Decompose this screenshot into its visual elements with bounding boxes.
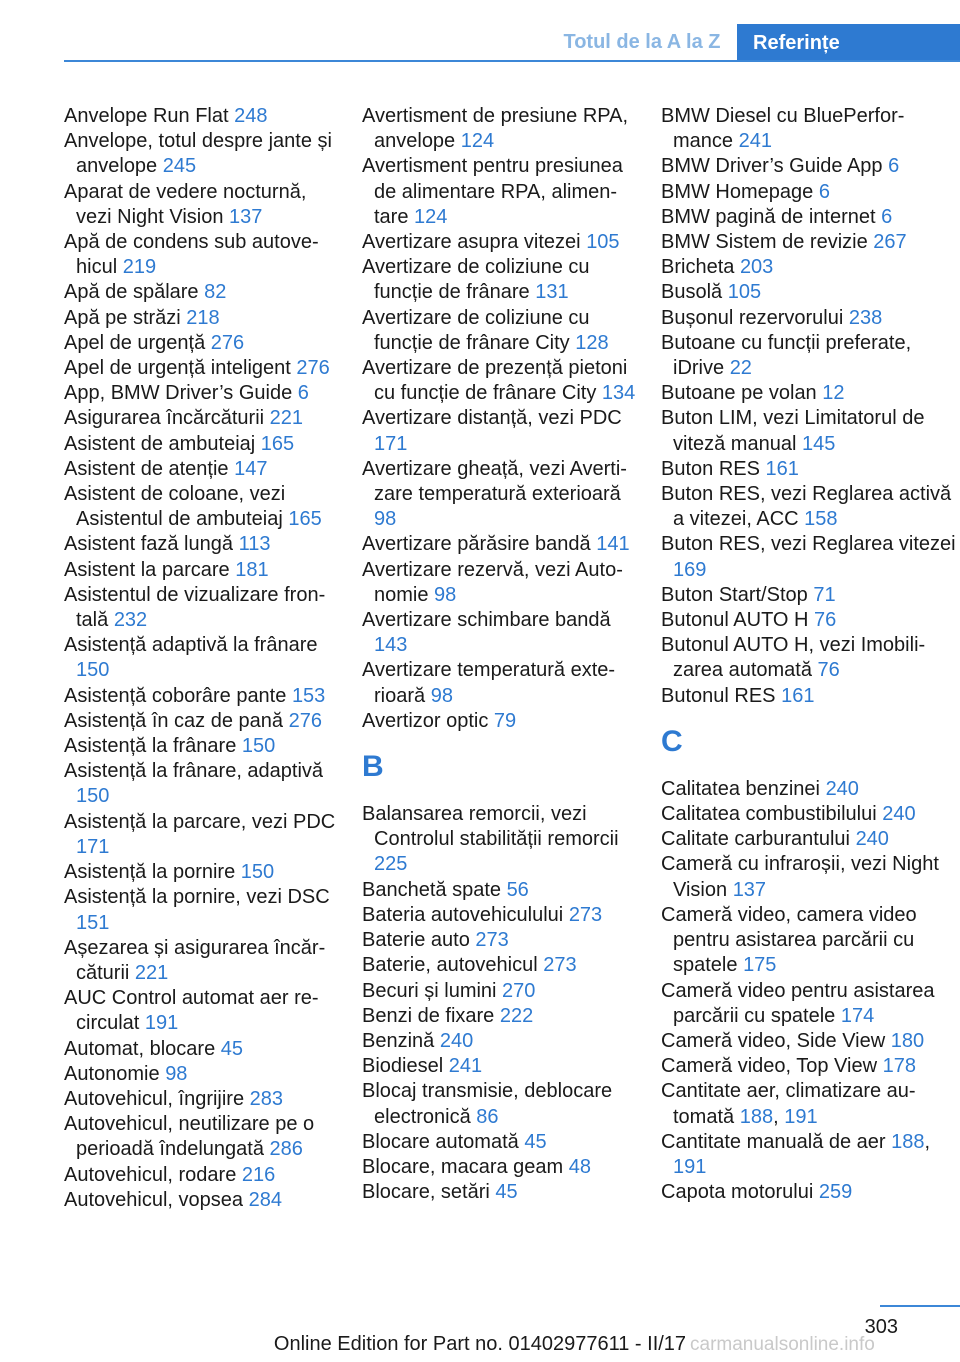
index-entry-term: Asistent de ambuteiaj <box>64 432 256 455</box>
page-reference-link[interactable]: 124 <box>414 205 448 228</box>
page-reference-link[interactable]: 151 <box>76 911 110 934</box>
edition-note: Online Edition for Part no. 01402977611 - II/17 <box>273 1333 687 1355</box>
index-entry <box>661 608 956 633</box>
index-entry-term: Asistență la frânare, adaptivă <box>64 760 324 783</box>
index-entry-term: Avertizare de prezență pietoni cu funcție de frânare City <box>362 357 628 405</box>
page-reference-link[interactable]: 165 <box>260 432 295 455</box>
index-entry <box>64 280 344 305</box>
index-entry <box>64 482 344 532</box>
page-reference-link[interactable]: 71 <box>813 583 836 606</box>
index-entry-term: Cameră video, Side View <box>661 1029 886 1052</box>
page-reference-link[interactable]: 171 <box>374 432 408 455</box>
index-entry <box>362 1130 637 1155</box>
index-entry <box>362 878 637 903</box>
index-entry-term: Buton LIM, vezi Limitatorul de viteză manual <box>661 407 925 455</box>
page-reference-link[interactable]: 45 <box>524 1130 547 1153</box>
index-entry-term: BMW pagină de internet <box>661 205 876 228</box>
index-entry <box>661 154 956 179</box>
index-entry-term: Asistent la parcare <box>64 558 230 581</box>
index-entry <box>362 953 637 978</box>
index-entry-term: Butoane cu funcții preferate, iDrive <box>661 331 912 380</box>
index-entry-term: Anvelope Run Flat <box>64 105 229 127</box>
page-reference-link[interactable]: 240 <box>882 803 916 826</box>
page-reference-link[interactable]: 188 <box>891 1130 925 1153</box>
page-reference-link[interactable]: 113 <box>238 533 271 556</box>
index-entry <box>362 255 637 305</box>
index-entry <box>362 306 637 356</box>
index-entry <box>661 306 956 331</box>
page-reference-link[interactable]: 150 <box>76 659 110 682</box>
index-entry: Cantitate aer, climatizare automată 188, 191 <box>661 1080 916 1128</box>
page-reference-link[interactable]: 143 <box>374 634 408 657</box>
index-entry <box>64 759 344 809</box>
page-reference-link[interactable]: 248 <box>234 105 268 127</box>
index-entry <box>64 432 344 457</box>
index-entry <box>661 777 956 802</box>
index-entry-term: Cameră video, camera video pentru asistarea parcării cu spatele <box>661 903 917 977</box>
index-entry-term: Avertizare temperatură exterioară <box>362 659 616 707</box>
index-entry-term: Cantitate aer, climatizare automată <box>661 1080 916 1128</box>
index-entry <box>64 734 344 759</box>
index-entry-term: Cameră video, Top View <box>661 1055 878 1078</box>
index-entry <box>64 1188 344 1213</box>
page-reference-link[interactable]: 240 <box>825 777 859 800</box>
page-reference-link[interactable]: 191 <box>673 1155 707 1178</box>
page-reference-link[interactable]: 221 <box>134 961 169 984</box>
index-entry <box>362 1004 637 1029</box>
page-reference-link[interactable]: 150 <box>240 861 275 884</box>
page-reference-link[interactable]: 12 <box>822 382 845 405</box>
page-reference-link[interactable]: 134 <box>601 382 636 405</box>
page-reference-link[interactable]: 169 <box>673 558 707 581</box>
page-reference-link[interactable]: 276 <box>210 331 245 354</box>
index-entry <box>362 406 637 456</box>
index-entry <box>64 532 344 557</box>
page-reference-link[interactable]: 86 <box>476 1105 499 1128</box>
page-reference-link[interactable]: 203 <box>739 256 774 279</box>
index-entry-term: BMW Sistem de revizie <box>661 231 868 254</box>
index-entry-term: Avertizare schimbare bandă <box>362 609 611 632</box>
page-reference-link[interactable]: 286 <box>269 1138 303 1161</box>
page-reference-link[interactable]: 6 <box>818 180 830 203</box>
index-entry <box>661 903 956 979</box>
index-entry <box>661 381 956 406</box>
index-entry <box>362 356 637 406</box>
index-entry <box>64 1112 344 1162</box>
page-reference-link[interactable]: 141 <box>596 533 630 556</box>
index-entry <box>362 558 637 608</box>
page-reference-link[interactable]: 22 <box>729 357 752 380</box>
index-entry <box>362 709 637 734</box>
index-entry-term: Asistent de atenție <box>64 457 229 480</box>
index-entry <box>362 457 637 533</box>
page-reference-link[interactable]: 219 <box>122 256 157 279</box>
page-number: 303 <box>864 1316 898 1338</box>
page-reference-link[interactable]: 76 <box>814 609 837 632</box>
index-entry <box>64 457 344 482</box>
index-entry <box>661 205 956 230</box>
index-entry-term: Balansarea remorcii, vezi Controlul stabilității remorcii <box>362 803 619 851</box>
page-reference-link[interactable]: 98 <box>374 508 397 531</box>
index-entry <box>661 104 956 154</box>
page-reference-link[interactable]: 45 <box>220 1037 244 1060</box>
index-entry-term: Cameră cu infraroșii, vezi Night Vision <box>661 853 939 901</box>
index-entry <box>64 885 344 935</box>
page-reference-link[interactable]: 181 <box>235 558 269 581</box>
index-entry: Cantitate manuală de aer 188, 191 <box>661 1130 931 1178</box>
page-reference-link[interactable]: 191 <box>144 1012 179 1035</box>
page-reference-link[interactable]: 276 <box>288 709 322 732</box>
index-entry <box>64 709 344 734</box>
page-reference-link[interactable]: 259 <box>818 1181 853 1204</box>
index-entry <box>64 1037 344 1062</box>
page-reference-link[interactable]: 161 <box>781 684 815 707</box>
index-entry <box>661 979 956 1029</box>
index-entry-term: Butonul AUTO H <box>661 609 809 632</box>
index-entry <box>661 1054 956 1079</box>
index-entry <box>661 802 956 827</box>
page-reference-link[interactable]: 178 <box>882 1055 916 1078</box>
page-reference-link[interactable]: 150 <box>76 785 110 808</box>
index-entry <box>661 457 956 482</box>
index-entry-term: Aparat de vedere nocturnă, vezi Night Vision <box>64 180 307 228</box>
index-entry <box>64 230 344 280</box>
index-entry-term: Calitatea combustibilului <box>661 803 877 826</box>
index-entry-term: Butonul RES <box>661 684 776 707</box>
page-reference-link[interactable]: 241 <box>448 1055 483 1078</box>
page-reference-link[interactable]: 216 <box>241 1163 276 1186</box>
page-reference-link[interactable]: 79 <box>493 709 517 732</box>
index-entry <box>362 928 637 953</box>
index-entry <box>64 936 344 986</box>
index-entry-term: BMW Diesel cu BluePerformance <box>661 105 905 153</box>
page-reference-link[interactable]: 232 <box>113 609 148 632</box>
index-entry-term: Avertisment pentru presiunea de alimentare RPA, alimentare <box>362 155 623 228</box>
index-entry <box>64 1087 344 1112</box>
index-entry-term: Baterie, autovehicul <box>362 954 538 977</box>
index-entry-term: Benzină <box>362 1029 435 1052</box>
page-reference-link[interactable]: 273 <box>475 929 509 952</box>
index-entry <box>64 1062 344 1087</box>
index-entry <box>64 381 344 406</box>
page-reference-link[interactable]: 240 <box>439 1029 474 1052</box>
index-entry-term: Butoane pe volan <box>661 382 817 405</box>
index-entry <box>362 154 637 230</box>
page-reference-link[interactable]: 222 <box>499 1004 534 1027</box>
index-entry-term: Becuri și lumini <box>362 979 497 1002</box>
index-letter-heading: C <box>661 724 683 758</box>
index-entry-term: Avertizor optic <box>362 709 489 732</box>
index-column-1 <box>64 104 344 1213</box>
index-entry <box>362 1054 637 1079</box>
index-entry-term: Capota motorului <box>661 1181 814 1204</box>
index-entry <box>661 230 956 255</box>
index-entry-term: Apel de urgență inteligent <box>64 357 291 380</box>
index-entry-term: Autonomie <box>64 1062 160 1085</box>
index-entry-term: Asistentul de vizualizare frontală <box>64 583 326 632</box>
index-entry-term: Asistent de coloane, vezi Asistentul de ambuteiaj <box>64 483 286 531</box>
index-entry-term: Avertizare de coliziune cu funcție de frânare City <box>362 306 590 354</box>
index-entry-term: Calitate carburantului <box>661 828 850 851</box>
index-entry-term: Asigurarea încărcăturii <box>64 407 265 430</box>
index-entry-term: Autovehicul, îngrijire <box>64 1087 245 1110</box>
index-entry <box>64 583 344 633</box>
page-reference-link[interactable]: 137 <box>732 878 767 901</box>
page-reference-link[interactable]: 238 <box>848 306 883 329</box>
page-reference-link[interactable]: 240 <box>855 828 889 851</box>
index-entry <box>362 608 637 658</box>
index-entry-term: Apă de condens sub autovehicul <box>64 231 319 279</box>
index-entry <box>362 1180 637 1205</box>
page-reference-link[interactable]: 6 <box>881 205 893 228</box>
index-entry-term: Autovehicul, neutilizare pe o perioadă îndelungată <box>64 1113 315 1161</box>
page-reference-link[interactable]: 124 <box>460 130 495 153</box>
index-entry-term: Blocare, setări <box>362 1181 490 1204</box>
page-reference-link[interactable]: 150 <box>241 735 276 758</box>
page-reference-link[interactable]: 245 <box>162 155 197 178</box>
page-reference-link[interactable]: 225 <box>374 853 408 876</box>
page-reference-link[interactable]: 221 <box>269 407 304 430</box>
index-entry <box>362 979 637 1004</box>
index-entry <box>661 255 956 280</box>
index-entry-term: Banchetă spate <box>362 878 501 901</box>
index-entry-term: Blocaj transmisie, deblocare electronică <box>362 1080 613 1128</box>
index-entry-term: Asistență adaptivă la frânare <box>64 634 318 657</box>
index-entry-term: Buton RES, vezi Reglarea activă a vitezei, ACC <box>661 483 952 531</box>
page-reference-link[interactable]: 158 <box>804 508 838 531</box>
page-reference-link[interactable]: 267 <box>873 231 907 254</box>
page-reference-link[interactable]: 45 <box>495 1181 518 1204</box>
index-entry <box>661 827 956 852</box>
index-entry <box>661 406 956 456</box>
page-reference-link[interactable]: 270 <box>502 979 536 1002</box>
index-entry <box>661 1180 956 1205</box>
page-reference-link[interactable]: 276 <box>296 357 330 380</box>
index-entry-term: Calitatea benzinei <box>661 777 820 800</box>
index-entry-term: Bricheta <box>661 256 735 279</box>
index-entry-term: BMW Driver’s Guide App <box>661 155 883 178</box>
index-entry <box>64 633 344 683</box>
index-entry-term: Buton Start/Stop <box>661 583 808 606</box>
index-entry-term: Automat, blocare <box>64 1037 216 1060</box>
index-entry-term: Apel de urgență <box>64 331 206 354</box>
index-entry-term: Avertizare gheață, vezi Avertizare temperatură exterioară <box>362 457 627 506</box>
page-reference-link[interactable]: 98 <box>434 583 457 606</box>
index-entry <box>661 1029 956 1054</box>
index-entry-term: Busolă <box>661 281 723 304</box>
index-entry-term: Buton RES <box>661 457 760 480</box>
index-entry-term: Asistență coborâre pante <box>64 684 287 707</box>
index-entry <box>362 532 637 557</box>
index-entry-term: App, BMW Driver’s Guide <box>64 382 293 405</box>
page-reference-link[interactable]: 98 <box>430 684 453 707</box>
index-entry-term: Apă pe străzi <box>64 306 181 329</box>
index-entry <box>64 986 344 1036</box>
index-entry <box>64 558 344 583</box>
index-entry <box>661 583 956 608</box>
index-entry <box>362 903 637 928</box>
index-entry-term: Buton RES, vezi Reglarea vitezei <box>661 533 956 556</box>
page-reference-link[interactable]: 188 <box>739 1105 774 1128</box>
index-entry-term: Avertizare asupra vitezei <box>362 231 581 254</box>
page-reference-link[interactable]: 284 <box>248 1188 282 1211</box>
header-chapter-tab: Referințe <box>737 24 960 62</box>
index-entry-term: Cantitate manuală de aer <box>661 1130 886 1153</box>
index-entry-term: BMW Homepage <box>661 180 814 203</box>
index-entry <box>661 532 956 582</box>
index-entry-term: Butonul AUTO H, vezi Imobilizarea automată <box>661 634 926 682</box>
index-entry <box>362 1079 637 1129</box>
index-column-2 <box>362 104 637 1205</box>
page-reference-link[interactable]: 283 <box>249 1087 284 1110</box>
footer-rule <box>880 1305 960 1307</box>
page-reference-link[interactable]: 76 <box>817 659 840 682</box>
index-entry-term: Asistență la frânare <box>64 735 237 758</box>
index-entry-term: Asistență la parcare, vezi PDC <box>64 810 336 833</box>
index-entry-term: Avertizare rezervă, vezi Autonomie <box>362 558 623 606</box>
index-entry-term: Baterie auto <box>362 929 470 952</box>
index-entry <box>64 356 344 381</box>
index-entry-term: Blocare automată <box>362 1130 519 1153</box>
index-entry <box>661 684 956 709</box>
page-reference-link[interactable]: 56 <box>506 878 529 901</box>
index-entry-term: Avertisment de presiune RPA, anvelope <box>362 105 629 153</box>
index-entry-term: Avertizare părăsire bandă <box>362 533 591 556</box>
page-reference-link[interactable]: 105 <box>727 281 762 304</box>
index-entry <box>64 1163 344 1188</box>
header-section-tab: Totul de la A la Z <box>563 30 721 53</box>
index-entry <box>64 180 344 230</box>
index-entry <box>661 482 956 532</box>
index-entry <box>661 331 956 381</box>
index-entry <box>661 180 956 205</box>
index-entry-term: Asistent fază lungă <box>64 533 233 556</box>
page-reference-link[interactable]: 145 <box>801 432 836 455</box>
page-reference-link[interactable]: 273 <box>568 903 603 926</box>
page-reference-link[interactable]: 147 <box>234 457 268 480</box>
index-entry <box>64 331 344 356</box>
page-reference-link[interactable]: 161 <box>765 457 799 480</box>
page-reference-link[interactable]: 174 <box>840 1004 875 1027</box>
page-reference-link[interactable]: 165 <box>288 508 322 531</box>
index-entry <box>64 129 344 179</box>
page-reference-link[interactable]: 137 <box>229 205 263 228</box>
index-letter-heading: B <box>362 750 384 784</box>
index-entry <box>64 810 344 860</box>
index-entry <box>661 280 956 305</box>
page-reference-link[interactable]: 273 <box>543 954 577 977</box>
index-entry-term: Biodiesel <box>362 1055 444 1078</box>
page-reference-link[interactable]: 6 <box>888 155 900 178</box>
index-entry-term: Avertizare de coliziune cu funcție de frânare <box>362 256 590 304</box>
page-reference-link[interactable]: 180 <box>890 1029 925 1052</box>
index-entry <box>362 1155 637 1180</box>
index-column-3 <box>661 104 956 1205</box>
page-reference-link[interactable]: 98 <box>165 1062 188 1085</box>
page-reference-link[interactable]: 105 <box>586 231 620 254</box>
page-reference-link[interactable]: 6 <box>297 382 309 405</box>
index-entry-term: Apă de spălare <box>64 281 199 304</box>
index-entry <box>362 230 637 255</box>
page-reference-link[interactable]: 153 <box>291 684 326 707</box>
page-reference-link[interactable]: 191 <box>784 1105 818 1128</box>
page-reference-link[interactable]: 128 <box>575 331 609 354</box>
index-entry <box>661 852 956 902</box>
page-reference-link[interactable]: 131 <box>535 281 569 304</box>
index-entry-term: AUC Control automat aer recirculat <box>64 987 319 1035</box>
index-entry-term: Bușonul rezervorului <box>661 306 844 329</box>
index-entry-term: Anvelope, totul despre jante și anvelope <box>64 130 332 178</box>
index-entry <box>362 1029 637 1054</box>
index-entry <box>64 860 344 885</box>
index-entry <box>64 684 344 709</box>
page-reference-link[interactable]: 171 <box>76 835 110 858</box>
index-entry <box>64 306 344 331</box>
index-entry-term: Avertizare distanță, vezi PDC <box>362 407 622 430</box>
page-reference-link[interactable]: 218 <box>186 306 220 329</box>
index-entry <box>661 633 956 683</box>
index-entry <box>64 406 344 431</box>
page-reference-link[interactable]: 48 <box>568 1155 592 1178</box>
index-entry-term: Cameră video pentru asistarea parcării cu spatele <box>661 979 935 1027</box>
watermark: carmanualsonline.info <box>690 1334 875 1355</box>
page-reference-link[interactable]: 241 <box>738 130 772 153</box>
index-entry <box>362 802 637 878</box>
index-entry-term: Benzi de fixare <box>362 1004 495 1027</box>
index-entry-term: Blocare, macara geam <box>362 1155 564 1178</box>
index-entry-term: Asistență la pornire <box>64 861 236 884</box>
header-rule <box>64 60 960 62</box>
page-reference-link[interactable]: 175 <box>743 954 777 977</box>
index-entry-term: Autovehicul, rodare <box>64 1163 237 1186</box>
index-entry <box>64 104 344 129</box>
index-entry <box>362 658 637 708</box>
index-entry <box>362 104 637 154</box>
index-entry-term: Asistență în caz de pană <box>64 709 284 732</box>
index-entry-term: Autovehicul, vopsea <box>64 1188 244 1211</box>
index-entry-term: Asistență la pornire, vezi DSC <box>64 886 330 909</box>
index-entry-term: Bateria autovehiculului <box>362 903 564 926</box>
page-reference-link[interactable]: 82 <box>204 281 227 304</box>
index-entry-term: Așezarea și asigurarea încărcăturii <box>64 936 326 984</box>
